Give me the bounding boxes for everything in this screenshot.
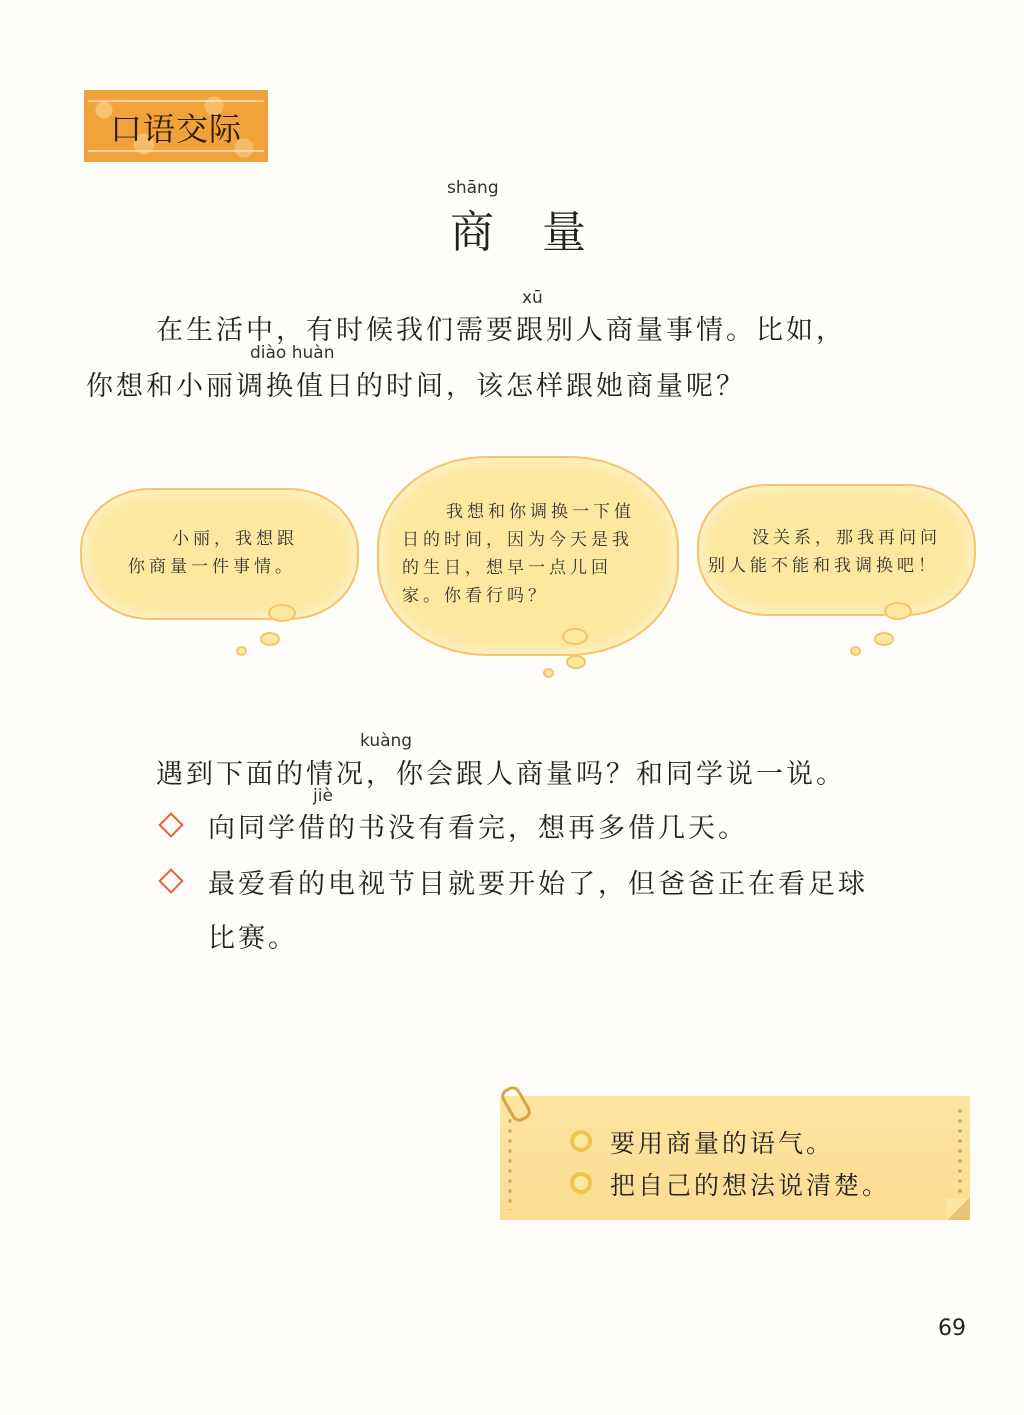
bubble-1-line-1: 小丽，我想跟 xyxy=(172,529,298,549)
bubble-1-line-2: 你商量一件事情。 xyxy=(128,557,296,577)
bubble-2-tail-dot xyxy=(543,668,554,678)
situation-1-pinyin: jiè xyxy=(313,786,333,806)
diamond-bullet-icon xyxy=(158,812,183,837)
intro-pinyin-xu: xū xyxy=(522,288,543,308)
diamond-bullet-icon xyxy=(158,868,183,893)
circle-bullet-icon xyxy=(570,1172,592,1194)
situation-1-text: 向同学借的书没有看完，想再多借几天。 xyxy=(208,813,748,844)
situation-2-line-1: 最爱看的电视节目就要开始了，但爸爸正在看足球 xyxy=(208,869,868,900)
note-corner-fold xyxy=(946,1198,970,1220)
page-title: 商量 xyxy=(450,207,634,258)
prompt-text: 遇到下面的情况，你会跟人商量吗？和同学说一说。 xyxy=(156,759,846,790)
intro-line-2: 你想和小丽调换值日的时间，该怎样跟她商量呢？ xyxy=(86,371,746,402)
bubble-3-tail-dot xyxy=(884,602,912,620)
bubble-2-tail-dot xyxy=(562,628,588,645)
bubble-3-tail-dot xyxy=(850,646,861,656)
tip-1: 要用商量的语气。 xyxy=(610,1129,835,1158)
circle-bullet-icon xyxy=(570,1130,592,1152)
situation-2-line-2: 比赛。 xyxy=(208,923,298,954)
page-number: 69 xyxy=(938,1316,966,1341)
bubble-2-line-3: 的生日，想早一点儿回 xyxy=(402,558,612,578)
bubble-2-tail-dot xyxy=(566,655,586,669)
bubble-2-line-1: 我想和你调换一下值 xyxy=(446,502,635,522)
bubble-1-tail-dot xyxy=(236,646,247,656)
intro-line-1: 在生活中，有时候我们需要跟别人商量事情。比如， xyxy=(156,315,846,346)
bubble-2-line-2: 日的时间，因为今天是我 xyxy=(402,530,633,550)
bubble-3-tail-dot xyxy=(874,632,894,646)
bubble-3-line-2: 别人能不能和我调换吧！ xyxy=(708,556,939,576)
bubble-3-line-1: 没关系，那我再问问 xyxy=(752,528,941,548)
intro-pinyin-diaohuan: diào huàn xyxy=(250,343,335,363)
bubble-1-tail-dot xyxy=(268,604,296,622)
section-header-text: 口语交际 xyxy=(109,110,242,148)
bubble-2-line-4: 家。你看行吗？ xyxy=(402,586,549,606)
title-pinyin: shāng xyxy=(447,178,499,198)
prompt-pinyin: kuàng xyxy=(360,731,413,751)
section-header-banner xyxy=(84,90,268,162)
tip-2: 把自己的想法说清楚。 xyxy=(610,1171,891,1200)
bubble-1-tail-dot xyxy=(260,632,280,646)
